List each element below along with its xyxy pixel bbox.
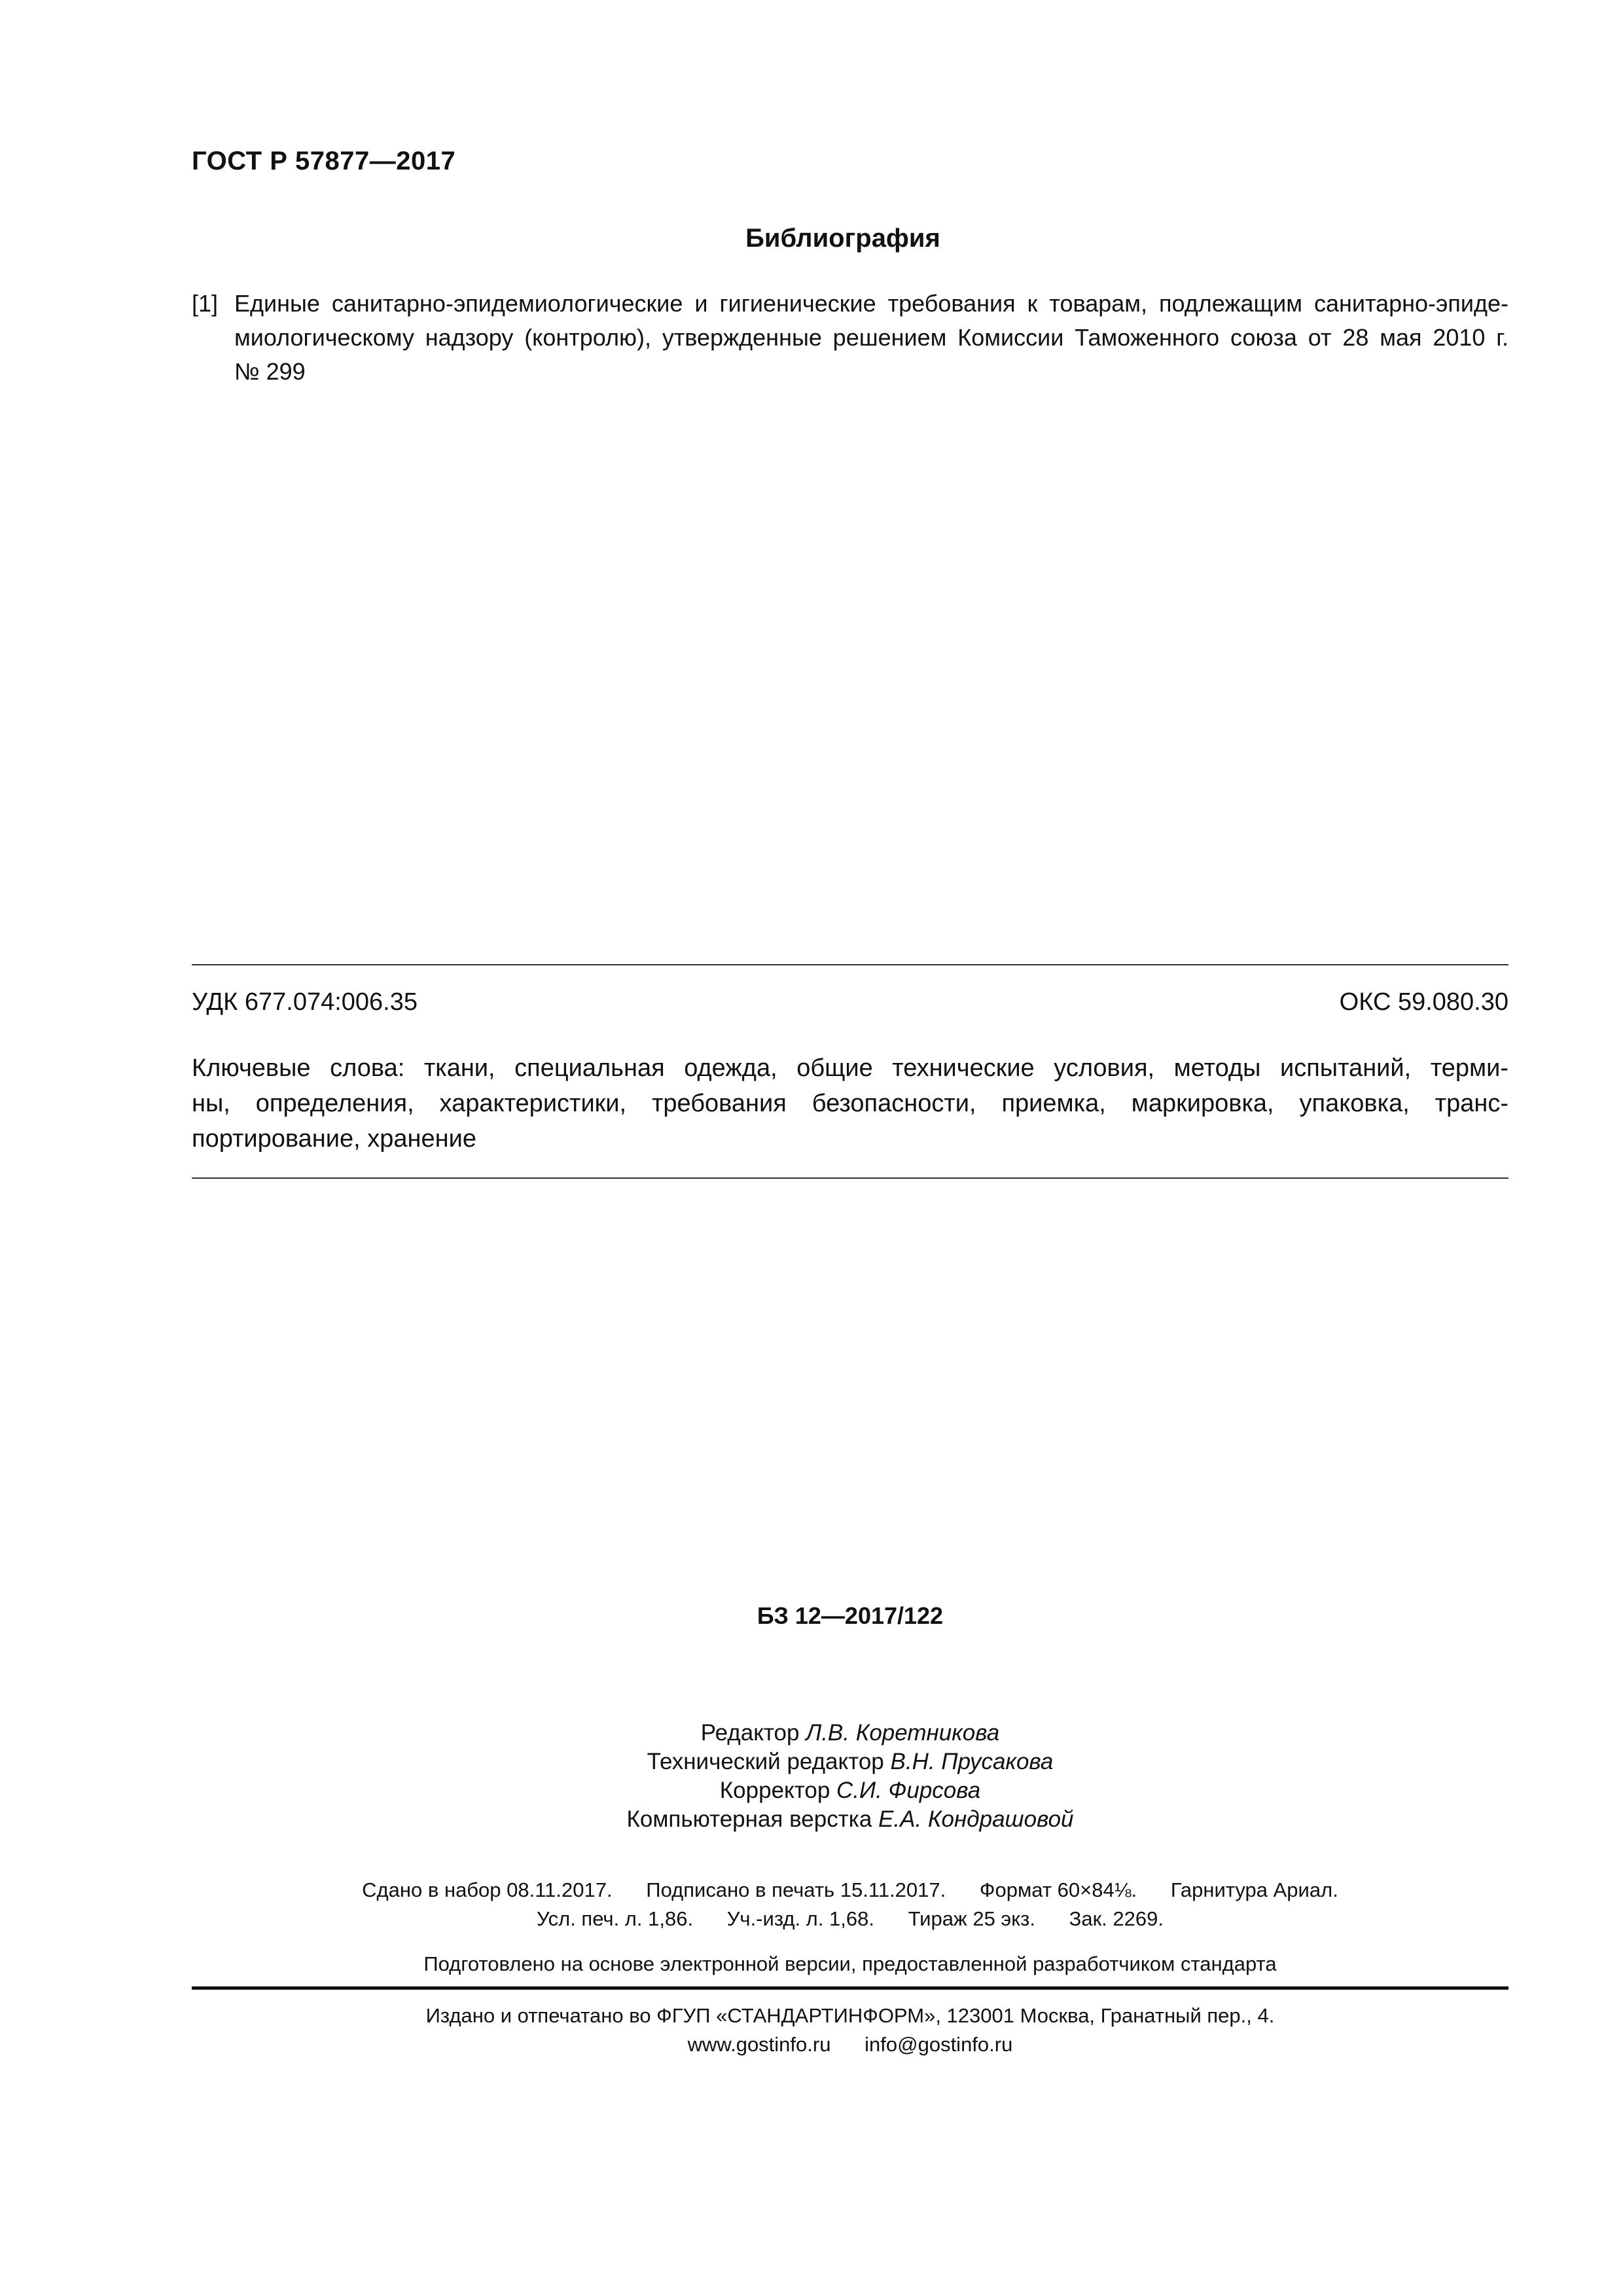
keywords-line: ны, определения, характеристики, требования безопасности, приемка, маркировка, упаковка, транс- [192,1090,1508,1117]
publisher-line: Издано и отпечатано во ФГУП «СТАНДАРТИНФОРМ», 123001 Москва, Гранатный пер., 4. [425,2004,1275,2027]
bibliography-entry-line: Единые санитарно-эпидемиологические и гигиенические требования к товарам, подлежащим санитарно-эпиде- [234,290,1508,317]
credits-block [192,1719,1508,1834]
credit-editor [192,1719,1508,1748]
publisher-divider [192,1986,1508,1990]
bibliography-title: Библиография [745,224,940,253]
credit-technical-editor [192,1748,1508,1776]
credit-name: С.И. Фирсова [836,1778,981,1803]
bibliography-entry [192,287,1508,389]
publisher-links: www.gostinfo.ru info@gostinfo.ru [687,2033,1013,2056]
credit-role: Редактор [700,1720,800,1746]
udk-code: УДК 677.074:006.35 [192,988,418,1016]
keywords-line: Ключевые слова: ткани, специальная одежда, общие технические условия, методы испытаний, терми- [192,1054,1508,1082]
credit-name: Е.А. Кондрашовой [878,1806,1074,1832]
oks-code: ОКС 59.080.30 [1339,988,1508,1016]
credit-name: В.Н. Прусакова [890,1749,1054,1774]
print-info-line: Сдано в набор 08.11.2017. Подписано в печать 15.11.2017. Формат 60×84⅛. Гарнитура Ариал. [362,1878,1338,1901]
credit-role: Корректор [719,1778,830,1803]
publisher-info [192,2001,1508,2059]
document-code: ГОСТ Р 57877—2017 [192,147,456,175]
prepared-note: Подготовлено на основе электронной версии, предоставленной разработчиком стандарта [423,1952,1277,1975]
credit-layout [192,1805,1508,1834]
bibliography-entry-text [234,287,1508,389]
credit-proofreader [192,1776,1508,1805]
bibliography-entry-line: миологическому надзору (контролю), утвержденные решением Комиссии Таможенного союза от 28 мая 2010 г. [234,324,1508,351]
print-info-line: Усл. печ. л. 1,86. Уч.-изд. л. 1,68. Тираж 25 экз. Зак. 2269. [536,1907,1164,1930]
classification-row [192,988,1508,1016]
bibliography-entry-line: № 299 [234,358,306,385]
credit-name: Л.В. Коретникова [806,1720,1000,1746]
keywords-line: портирование, хранение [192,1125,476,1153]
credit-role: Компьютерная верстка [626,1806,872,1832]
credit-role: Технический редактор [647,1749,884,1774]
keywords [192,1050,1508,1157]
divider-top [192,964,1508,965]
divider-bottom [192,1177,1508,1179]
print-info [192,1876,1508,1933]
bz-number: БЗ 12—2017/122 [757,1602,944,1629]
bibliography-entry-number: [1] [192,290,219,317]
